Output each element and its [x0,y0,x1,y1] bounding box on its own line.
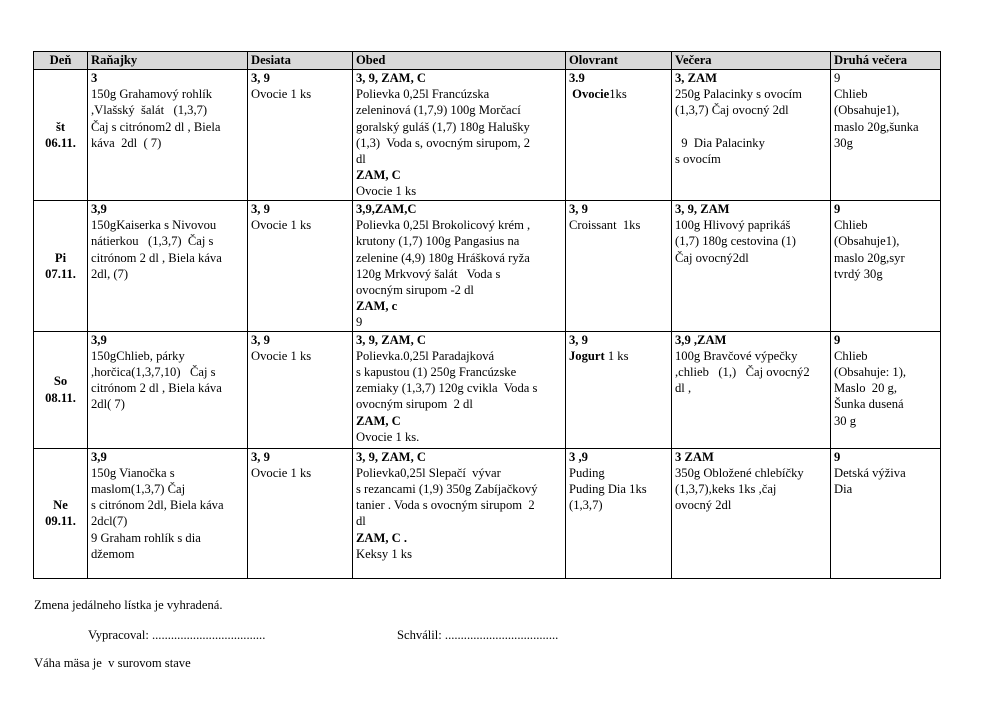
meal-line [356,201,562,217]
meal-line [91,546,244,562]
meal-line [834,119,937,135]
meal-line [356,183,562,199]
meal-line [834,102,937,118]
meal-line [675,86,827,102]
meal-line [356,396,562,412]
meal-text: 3,9,ZAM,C [356,202,417,216]
meal-text: s ovocím [675,152,721,166]
meal-text: 3,9 [91,332,107,347]
meal-text: 150g Grahamový rohlík [91,87,213,102]
meal-text: 9 [834,71,841,85]
meal-text: ZAM, C . [356,530,408,545]
meal-text: Ovocie 1 ks. [356,429,420,444]
meal-line [356,151,562,167]
meal-line [91,233,244,249]
meal-text: s citrónom 2dl, Biela káva [91,498,224,513]
meal-text: 3, 9, ZAM, C [356,332,426,347]
day-cell [34,448,88,578]
meal-text: maslom(1,3,7) Čaj [91,482,186,497]
meal-line [251,449,349,465]
meal-line [356,413,562,429]
meal-line [675,217,827,233]
meal-text: zemiaky (1,3,7) 120g cvikla Voda s [356,381,538,396]
meal-line [251,70,349,86]
meal-line [834,481,937,497]
meal-text: Čaj s citrónom2 dl , Biela [91,119,221,134]
meal-text: (Obsahuje1), [834,103,900,118]
meal-text: (Obsahuje1), [834,234,900,249]
header-druha-vecera: Druhá večera [831,52,941,70]
meal-line [356,380,562,396]
day-row [34,448,941,578]
menu-change-note: Zmena jedálneho lístka je vyhradená. [34,598,223,612]
meal-line [675,332,827,348]
meal-line [834,233,937,249]
meal-line [675,119,827,135]
meal-text: Croissant 1ks [569,218,641,233]
meal-text: 350g Obložené chlebíčky [675,465,804,480]
meal-line [356,282,562,298]
menu-table [33,51,941,579]
meal-line [569,86,668,102]
meal-line [251,348,349,364]
meal-text: 3, 9 [251,71,270,85]
meal-text: 2dl, (7) [91,266,129,281]
meal-line [675,364,827,380]
meal-text: (1,3,7) Čaj ovocný 2dl [675,103,789,118]
meal-line [834,86,937,102]
meal-text: 3,9 [91,449,107,464]
meal-text: dl , [675,381,692,396]
meal-line [569,465,668,481]
meal-text: krutony (1,7) 100g Pangasius na [356,234,520,249]
meal-text: ovocný 2dl [675,498,732,513]
day-row [34,70,941,201]
meal-text: Ovocie [569,87,610,102]
day-date: 08.11. [45,390,76,405]
meal-line [91,266,244,282]
meal-text: 3,9 ,ZAM [675,332,727,347]
meal-line [91,70,244,86]
meal-cell-vecera [672,201,831,332]
meal-text: 250g Palacinky s ovocím [675,87,802,102]
meal-text: (1,3,7),keks 1ks ,čaj [675,482,777,497]
meal-line [675,201,827,217]
meal-cell-olovrant [566,70,672,201]
meal-line [834,201,937,217]
meal-text: ovocným sirupom 2 dl [356,397,473,412]
meal-line [251,86,349,102]
meal-line [91,380,244,396]
day-date: 06.11. [45,136,76,150]
meal-text: Ovocie 1 ks [251,218,312,233]
meal-text: Keksy 1 ks [356,546,412,561]
meal-line [356,513,562,529]
meal-text: dl [356,514,366,529]
meal-cell-ranajky [88,331,248,448]
meal-line [356,102,562,118]
meal-line [251,465,349,481]
meal-text: 9 [356,315,363,330]
meal-cell-ranajky [88,70,248,201]
meal-cell-vecera [672,448,831,578]
meal-line [91,348,244,364]
meal-text: Polievka0,25l Slepačí vývar [356,465,501,480]
meal-text: Ovocie 1 ks [251,465,312,480]
meal-cell-obed [353,70,566,201]
meal-text: 100g Hlivový paprikáš [675,218,791,233]
header-ranajky: Raňajky [88,52,248,70]
meal-line [569,449,668,465]
meal-line [356,364,562,380]
day-date: 07.11. [45,266,76,281]
meal-text: 30 g [834,413,857,428]
meal-line [675,465,827,481]
meal-line [91,332,244,348]
day-name: št [55,119,66,134]
meal-text: Ovocie 1 ks [251,348,312,363]
day-cell [34,331,88,448]
meal-line [569,348,668,364]
meal-text: 9 [834,332,841,347]
meal-line [675,151,827,167]
meal-line [251,217,349,233]
meal-line [675,135,827,151]
meal-text: Ovocie 1 ks [356,184,417,199]
meal-line [91,102,244,118]
meal-line [356,233,562,249]
meal-text: Ovocie 1 ks [251,87,312,102]
day-name: So [53,374,68,389]
meal-cell-ranajky [88,448,248,578]
meal-text: Šunka dusená [834,397,904,412]
meal-text: citrónom 2 dl , Biela káva [91,381,222,396]
meal-text: 3, 9, ZAM [675,202,730,216]
meal-line [356,546,562,562]
meal-line [834,449,937,465]
meal-text: Puding Dia 1ks [569,482,647,497]
meal-text: 3, 9 [569,202,588,216]
meal-text: zeleninová (1,7,9) 100g Morčací [356,103,521,118]
meal-line [91,135,244,151]
meal-line [675,380,827,396]
meal-line [356,86,562,102]
meal-line [834,217,937,233]
meal-cell-druha-vecera [831,331,941,448]
meal-text: (1,7) 180g cestovina (1) [675,234,797,249]
meal-line [251,332,349,348]
meal-line [356,348,562,364]
meal-text: maslo 20g,šunka [834,119,919,134]
meal-text: 3, 9, ZAM, C [356,449,426,464]
meal-line [834,266,937,282]
meal-cell-vecera [672,70,831,201]
meal-text: (1,3) Voda s, ovocným sirupom, 2 [356,135,531,150]
meal-line [356,465,562,481]
meal-line [356,314,562,330]
meal-text: maslo 20g,syr [834,250,905,265]
meal-line [834,135,937,151]
meal-line [356,449,562,465]
day-cell [34,201,88,332]
meal-text: 9 [834,449,841,464]
day-name: Ne [53,497,68,512]
meal-text: 2dcl(7) [91,514,128,529]
meal-text: goralský guláš (1,7) 180g Halušky [356,119,530,134]
meal-cell-druha-vecera [831,70,941,201]
meal-line [91,86,244,102]
meal-line [675,70,827,86]
meal-text: 3, 9, ZAM, C [356,71,426,85]
meal-cell-desiata [248,201,353,332]
meal-text: Maslo 20 g, [834,381,897,396]
meal-line [834,380,937,396]
meal-line [356,250,562,266]
meal-cell-olovrant [566,201,672,332]
meal-text: 3, ZAM [675,71,717,85]
meal-text: 3 ZAM [675,449,714,464]
meal-line [91,250,244,266]
meal-line [356,530,562,546]
meal-line [834,364,937,380]
meal-line [834,413,937,429]
meal-text: Polievka.0,25l Paradajková [356,348,495,363]
day-name: Pi [54,250,67,265]
meal-text: 3, 9 [251,449,270,464]
meal-cell-obed [353,448,566,578]
meal-line [356,332,562,348]
meal-line [91,449,244,465]
meal-text: Chlieb [834,348,868,363]
meal-text: džemom [91,546,135,561]
header-row [34,52,941,70]
meal-line [356,497,562,513]
meal-line [675,348,827,364]
meal-line [834,70,937,86]
meal-text: (1,3,7) [569,498,603,513]
meal-text: Chlieb [834,218,868,233]
meal-line [91,497,244,513]
meal-text: 3 [91,71,98,85]
meal-text: tanier . Voda s ovocným sirupom 2 [356,498,535,513]
meal-cell-obed [353,201,566,332]
meal-line [569,497,668,513]
meal-text: ZAM, c [356,299,398,314]
meal-line [569,201,668,217]
meal-text: Puding [569,465,605,480]
header-desiata: Desiata [248,52,353,70]
meal-line [569,70,668,86]
meal-line [91,217,244,233]
meal-cell-vecera [672,331,831,448]
meal-cell-olovrant [566,331,672,448]
meal-text: 9 [834,202,841,216]
approved-by-field: Schválil: .................................... [397,628,559,642]
meal-text: 150g Vianočka s [91,465,175,480]
day-cell [34,70,88,201]
meal-line [356,167,562,183]
meal-text: 3,9 [91,202,107,216]
meal-cell-desiata [248,70,353,201]
meal-line [251,201,349,217]
meal-text: ZAM, C [356,168,401,183]
meal-line [834,250,937,266]
meal-cell-obed [353,331,566,448]
meal-text: 120g Mrkvový šalát Voda s [356,266,501,281]
meal-text: (Obsahuje: 1), [834,365,907,380]
meal-text-tail: 1 ks [604,348,629,363]
header-obed: Obed [353,52,566,70]
meal-text: ZAM, C [356,413,401,428]
meal-line [675,250,827,266]
meal-line [569,481,668,497]
meal-cell-olovrant [566,448,672,578]
meal-line [675,102,827,118]
meal-cell-ranajky [88,201,248,332]
header-olovrant: Olovrant [566,52,672,70]
meal-line [91,119,244,135]
meal-text: tvrdý 30g [834,266,883,281]
meal-line [675,481,827,497]
meal-text: 100g Bravčové výpečky [675,348,798,363]
meal-text: Chlieb [834,87,868,102]
meal-text: dl [356,152,366,167]
meal-text: 9 Dia Palacinky [675,135,765,150]
meal-text: 9 Graham rohlík s dia [91,530,201,545]
meal-line [356,217,562,233]
meal-text: Jogurt [569,348,605,363]
meal-line [834,465,937,481]
meal-text: Polievka 0,25l Brokolicový krém , [356,218,531,233]
meal-text: 2dl( 7) [91,397,125,412]
meal-text: s kapustou (1) 250g Francúzske [356,365,517,380]
meal-text: 3.9 [569,71,585,85]
meal-text: nátierkou (1,3,7) Čaj s [91,234,214,249]
day-row [34,331,941,448]
meal-text: Čaj ovocný2dl [675,250,749,265]
meal-line [356,135,562,151]
day-row [34,201,941,332]
meal-line [834,348,937,364]
meal-text: 3, 9 [569,332,588,347]
meal-line [675,233,827,249]
meal-line [675,449,827,465]
meal-text: Dia [834,482,853,497]
meal-text: citrónom 2 dl , Biela káva [91,250,222,265]
meal-line [91,396,244,412]
meal-line [356,119,562,135]
meal-text: ,chlieb (1,) Čaj ovocný2 [675,365,810,380]
meal-line [569,332,668,348]
meal-text: zelenine (4,9) 180g Hrášková ryža [356,250,530,265]
meal-text: ,Vlašský šalát (1,3,7) [91,103,208,118]
meal-line [675,497,827,513]
meal-text: 3, 9 [251,202,270,216]
meal-text: ,horčica(1,3,7,10) Čaj s [91,365,216,380]
meal-text: ovocným sirupom -2 dl [356,283,474,298]
meal-cell-druha-vecera [831,448,941,578]
meal-line [91,465,244,481]
meal-line [91,513,244,529]
meal-text: 150gChlieb, párky [91,348,185,363]
meal-line [834,396,937,412]
meal-line [356,70,562,86]
meal-text: s rezancami (1,9) 350g Zabíjačkový [356,482,538,497]
meal-cell-desiata [248,448,353,578]
meal-text-tail: 1ks [609,87,627,102]
meal-line [834,332,937,348]
meal-text: 3 ,9 [569,449,588,464]
meal-line [356,429,562,445]
meal-line [569,217,668,233]
meal-line [356,298,562,314]
meal-line [356,481,562,497]
meal-cell-druha-vecera [831,201,941,332]
meal-text: Detská výživa [834,465,906,480]
meal-text: 3, 9 [251,332,270,347]
header-vecera: Večera [672,52,831,70]
meal-text: Polievka 0,25l Francúzska [356,87,490,102]
meal-line [356,266,562,282]
meal-line [91,364,244,380]
day-date: 09.11. [45,514,76,529]
meal-text: 150gKaiserka s Nivovou [91,218,217,233]
meal-text: 30g [834,135,853,150]
prepared-by-field: Vypracoval: .................................... [88,628,266,642]
meal-line [91,201,244,217]
meal-cell-desiata [248,331,353,448]
meal-line [91,530,244,546]
meal-line [91,481,244,497]
header-den: Deň [34,52,88,70]
meal-text: káva 2dl ( 7) [91,135,162,150]
meat-weight-note: Váha mäsa je v surovom stave [34,656,191,670]
